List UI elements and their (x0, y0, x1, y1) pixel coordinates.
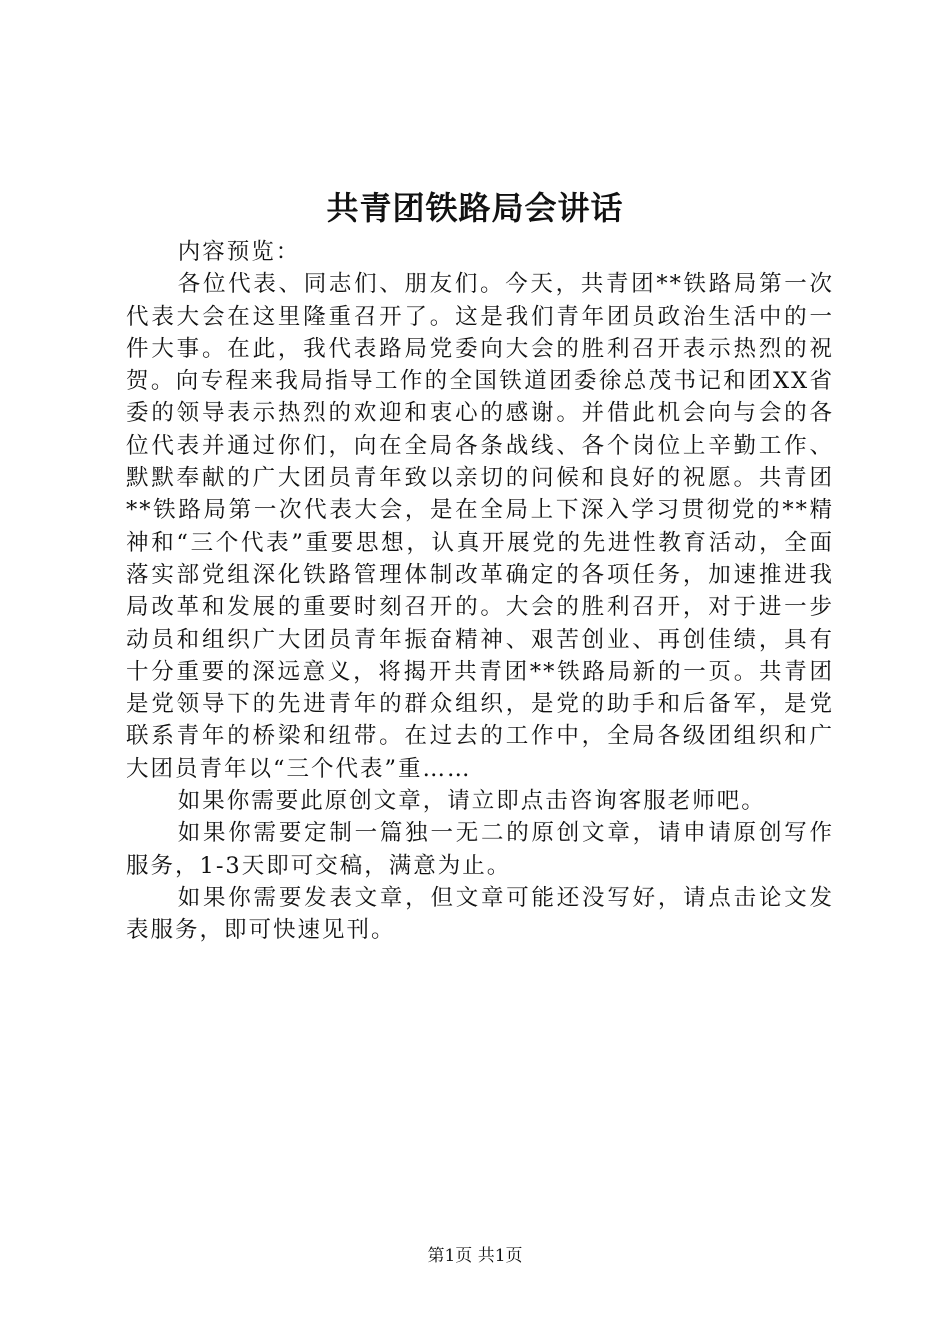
preview-label: 内容预览： (177, 239, 301, 265)
note-paragraph-3: 如果你需要发表文章，但文章可能还没写好，请点击论文发表服务，即可快速见刊。 (126, 884, 834, 944)
main-paragraph: 各位代表、同志们、朋友们。今天，共青团**铁路局第一次代表大会在这里隆重召开了。这是我们青年团员政治生活中的一件大事。在此，我代表路局党委向大会的胜利召开表示热烈的祝贺。向专程来我局指导工作的全国铁道团委徐总茂书记和团XX省委的领导表示热烈的欢迎和衷心的感谢。并借此机会向与会的各位代表并通过你们，向在全局各条战线、各个岗位上辛勤工作、默默奉献的广大团员青年致以亲切的问候和良好的祝愿。共青团**铁路局第一次代表大会，是在全局上下深入学习贯彻党的**精神和“三个代表”重要思想，认真开展党的先进性教育活动，全面落实部党组深化铁路管理体制改革确定的各项任务，加速推进我局改革和发展的重要时刻召开的。大会的胜利召开，对于进一步动员和组织广大团员青年振奋精神、艰苦创业、再创佳绩，具有十分重要的深远意义，将揭开共青团**铁路局新的一页。共青团是党领导下的先进青年的群众组织，是党的助手和后备军，是党联系青年的桥梁和纽带。在过去的工作中，全局各级团组织和广大团员青年以“三个代表”重…… (126, 271, 834, 782)
document-body (126, 236, 834, 947)
note-paragraph-1: 如果你需要此原创文章，请立即点击咨询客服老师吧。 (177, 788, 766, 815)
page-footer: 第1页 共1页 (427, 1246, 523, 1266)
document-title: 共青团铁路局会讲话 (326, 189, 624, 227)
note-paragraph-2: 如果你需要定制一篇独一无二的原创文章，请申请原创写作服务，1-3天即可交稿，满意为止。 (126, 820, 834, 879)
